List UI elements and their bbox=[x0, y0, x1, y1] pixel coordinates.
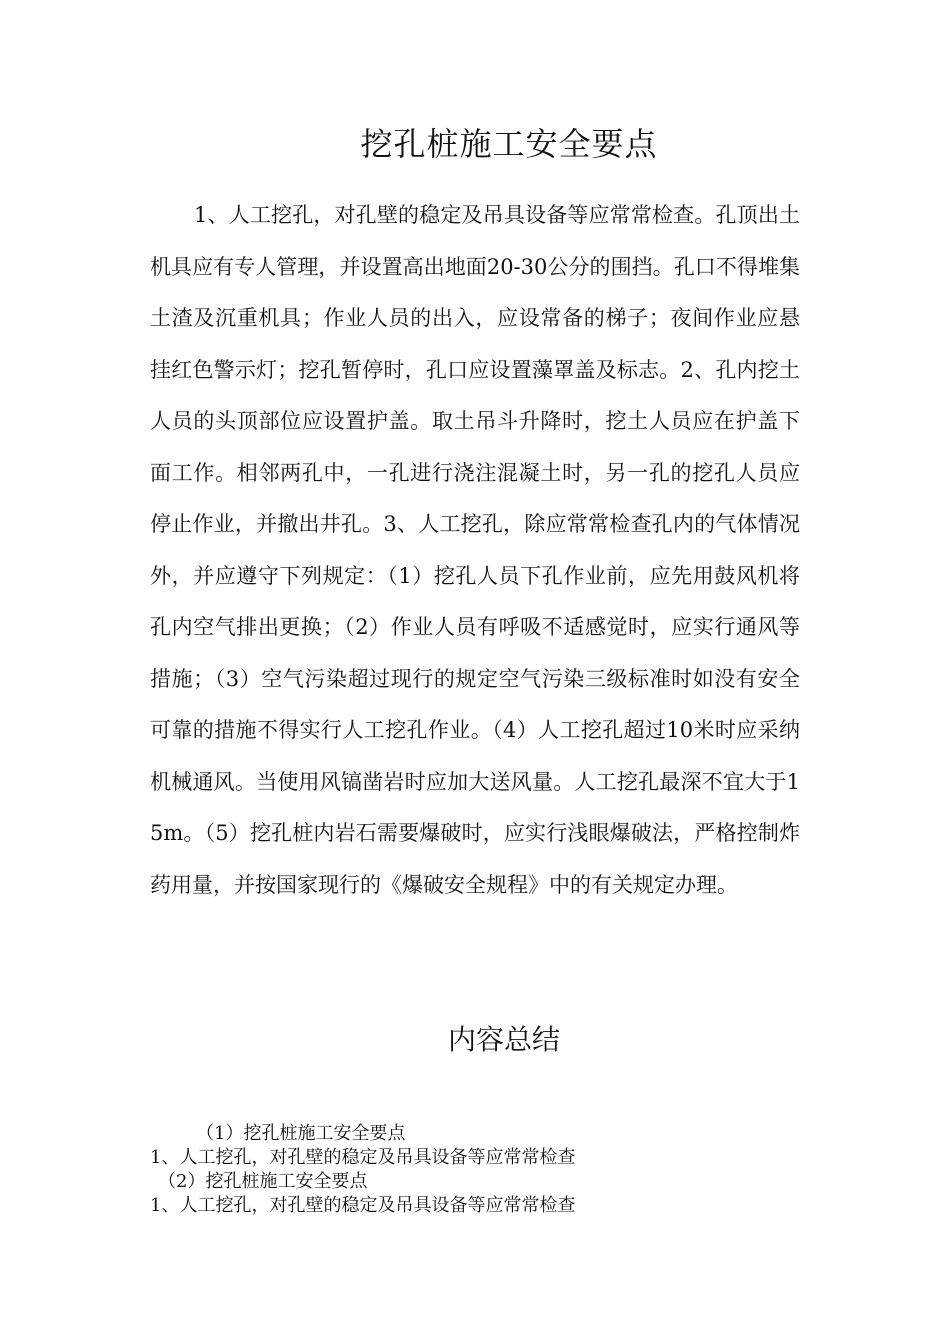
summary-entry-line: 1、人工挖孔，对孔壁的稳定及吊具设备等应常常检查 bbox=[150, 1195, 576, 1216]
document-title: 挖孔桩施工安全要点 bbox=[360, 125, 658, 163]
summary-list bbox=[150, 1122, 790, 1218]
summary-entry-heading: （2）挖孔桩施工安全要点 bbox=[158, 1171, 368, 1192]
document-body-paragraph: 1、人工挖孔，对孔壁的稳定及吊具设备等应常常检查。孔顶出土机具应有专人管理，并设置高出地面20-30公分的围挡。孔口不得堆集土渣及沉重机具；作业人员的出入，应设常备的梯子；夜间作业应悬挂红色警示灯；挖孔暂停时，孔口应设置藻罩盖及标志。2、孔内挖土人员的头顶部位应设置护盖。取土吊斗升降时，挖土人员应在护盖下面工作。相邻两孔中，一孔进行浇注混凝土时，另一孔的挖孔人员应停止作业，并撤出井孔。3、人工挖孔，除应常常检查孔内的气体情况外，并应遵守下列规定：（1）挖孔人员下孔作业前，应先用鼓风机将孔内空气排出更换；（2）作业人员有呼吸不适感觉时，应实行通风等措施；（3）空气污染超过现行的规定空气污染三级标准时如没有安全可靠的措施不得实行人工挖孔作业。（4）人工挖孔超过10米时应采纳机械通风。当使用风镐凿岩时应加大送风量。人工挖孔最深不宜大于15m。（5）挖孔桩内岩石需要爆破时，应实行浅眼爆破法，严格控制炸药用量，并按国家现行的《爆破安全规程》中的有关规定办理。 bbox=[150, 203, 800, 897]
summary-entry-line: 1、人工挖孔，对孔壁的稳定及吊具设备等应常常检查 bbox=[150, 1147, 576, 1168]
summary-title: 内容总结 bbox=[447, 1023, 560, 1056]
summary-entry-heading: （1）挖孔桩施工安全要点 bbox=[196, 1123, 406, 1144]
